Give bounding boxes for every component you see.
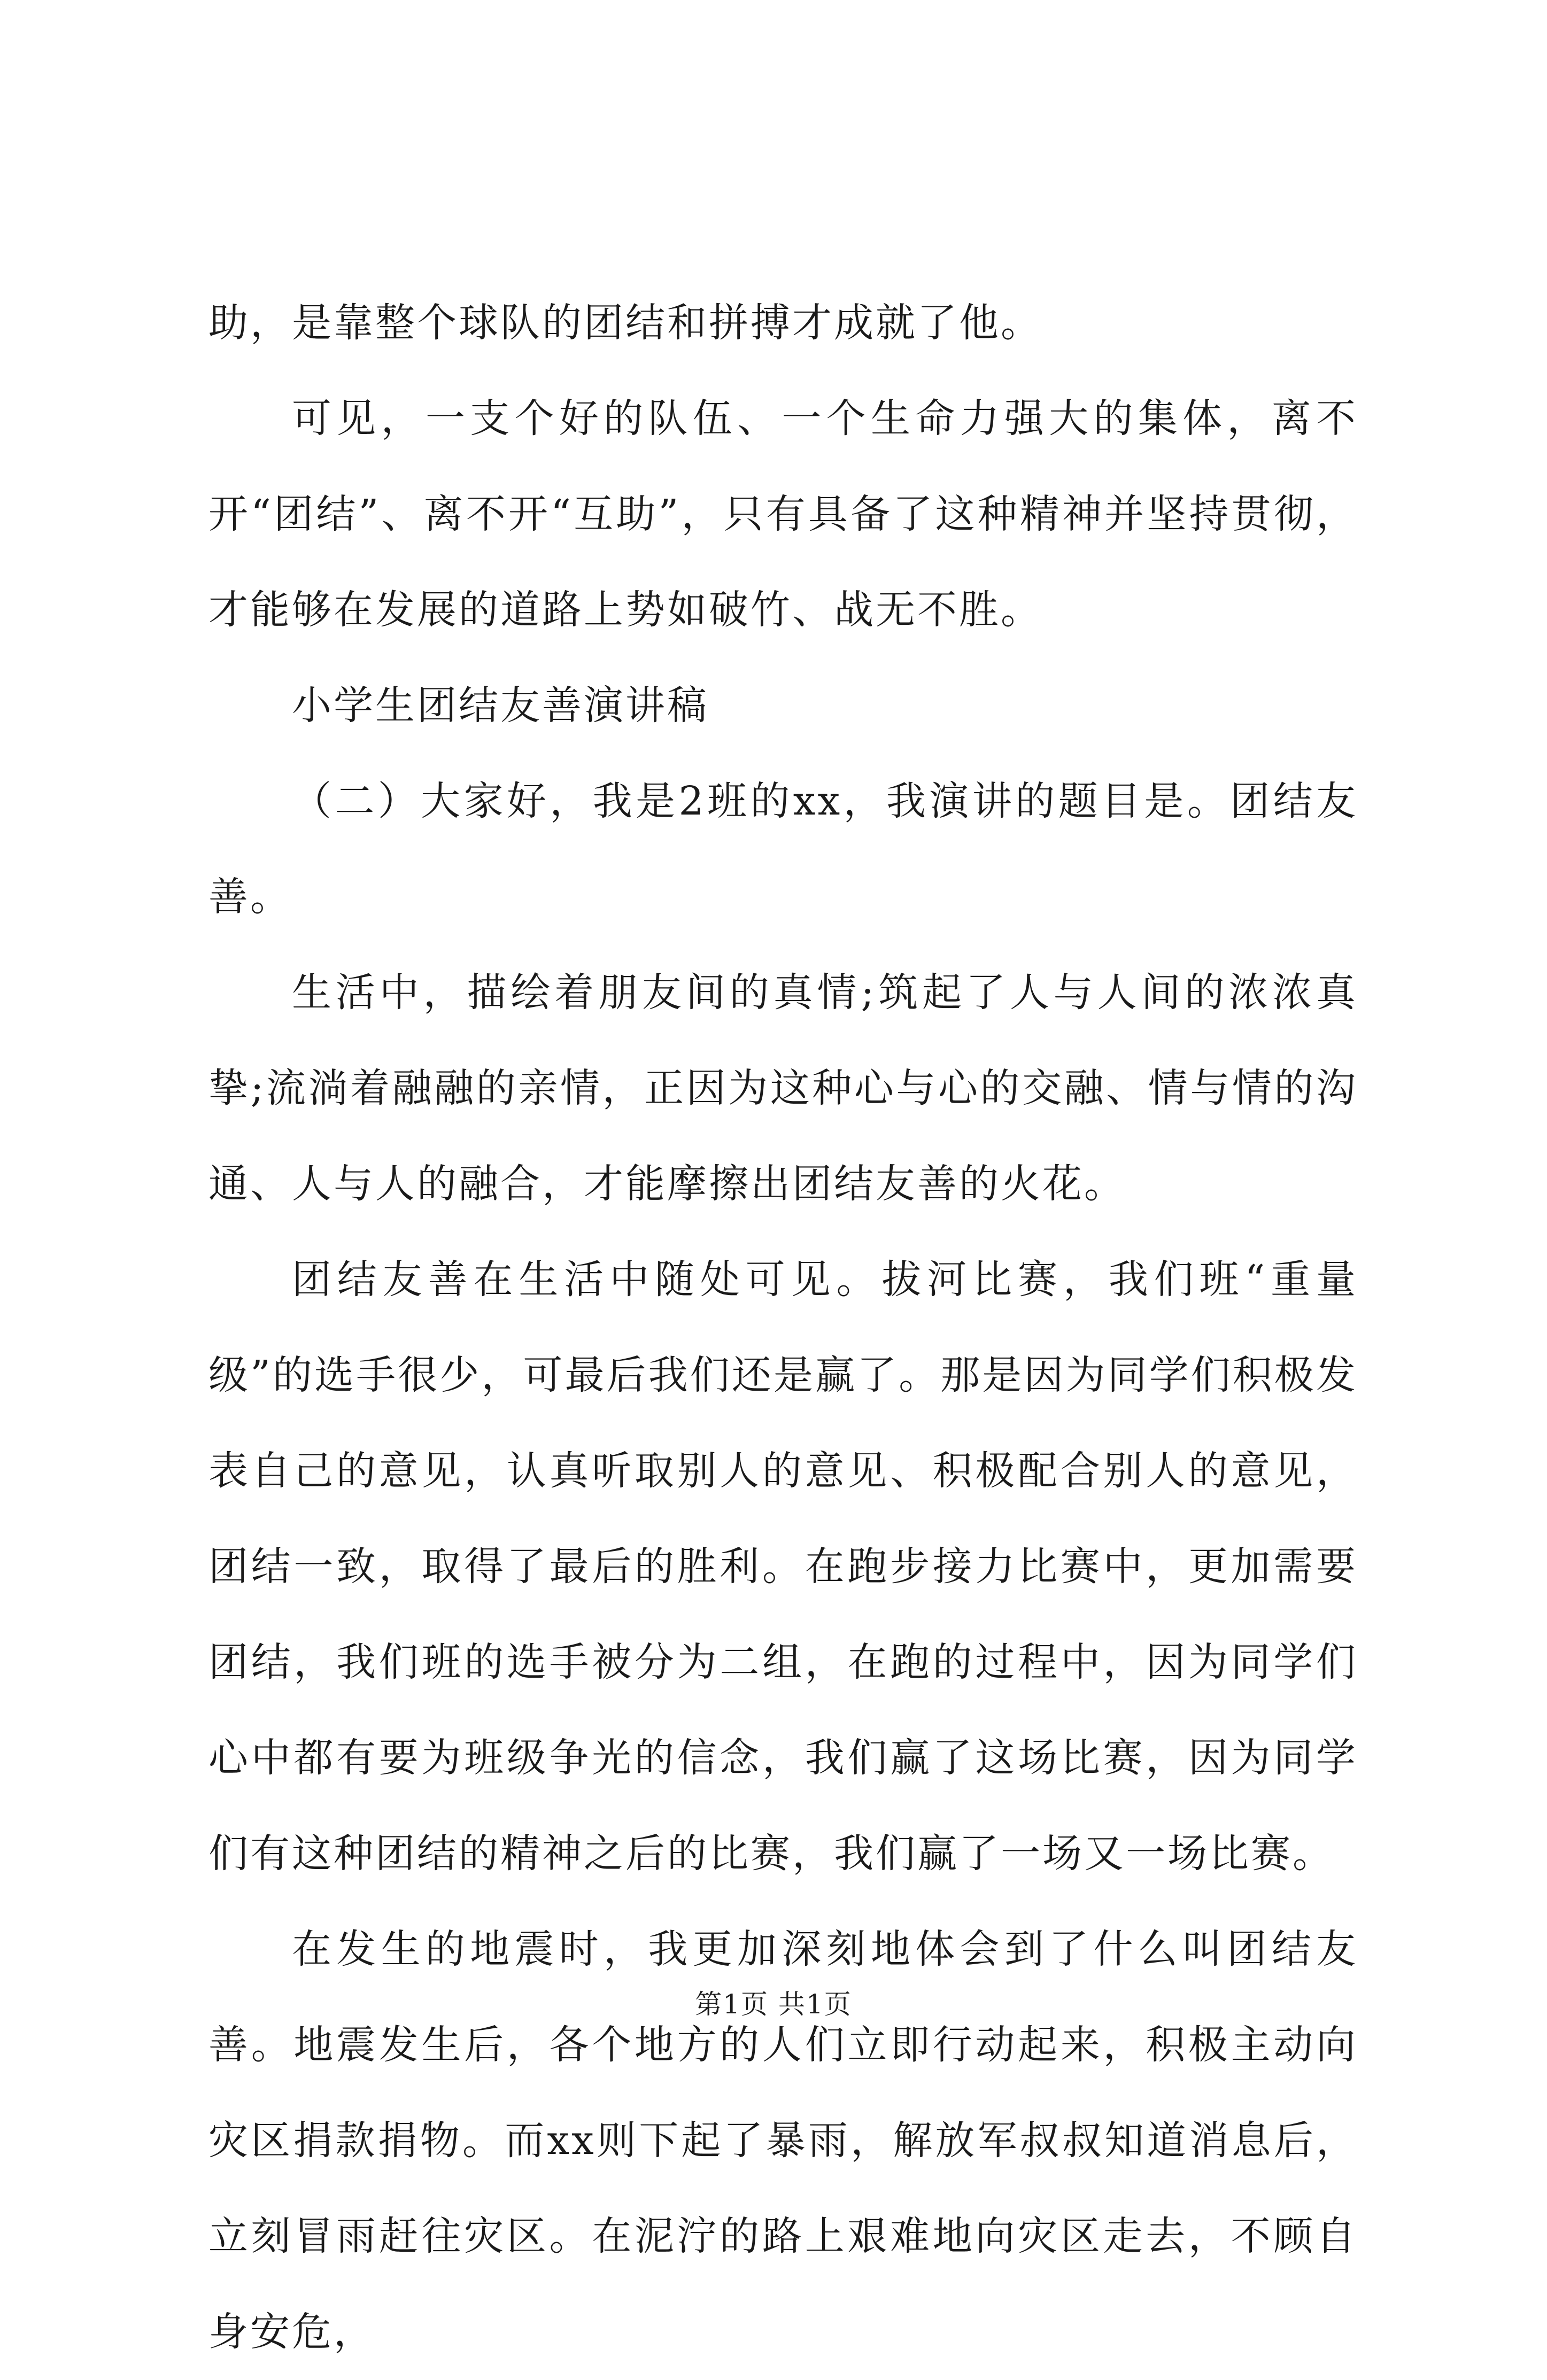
section-heading: 小学生团结友善演讲稿 (292, 683, 709, 728)
document-body (208, 275, 1358, 2380)
paragraph-2: 可见，一支个好的队伍、一个生命力强大的集体，离不开“团结”、离不开“互助”，只有具备了这种精神并坚持贯彻，才能够在发展的道路上势如破竹、战无不胜。 (208, 396, 1358, 633)
paragraph-4: （二）大家好，我是2班的xx，我演讲的题目是。团结友善。 (208, 778, 1358, 920)
paragraph-6: 团结友善在生活中随处可见。拔河比赛，我们班“重量级”的选手很少，可最后我们还是赢了。那是因为同学们积极发表自己的意见，认真听取别人的意见、积极配合别人的意见，团结一致，取得了最后的胜利。在跑步接力比赛中，更加需要团结，我们班的选手被分为二组，在跑的过程中，因为同学们心中都有要为班级争光的信念，我们赢了这场比赛，因为同学们有这种团结的精神之后的比赛，我们赢了一场又一场比赛。 (208, 1257, 1358, 1877)
paragraph-7: 在发生的地震时，我更加深刻地体会到了什么叫团结友善。地震发生后，各个地方的人们立即行动起来，积极主动向灾区捐款捐物。而xx则下起了暴雨，解放军叔叔知道消息后，立刻冒雨赶往灾区。在泥泞的路上艰难地向灾区走去，不顾自身安危， (208, 1926, 1358, 2355)
page-footer: 第1页 共1页 (695, 1989, 852, 2020)
paragraph-1: 助，是靠整个球队的团结和拼搏才成就了他。 (208, 300, 1042, 346)
paragraph-5: 生活中，描绘着朋友间的真情;筑起了人与人间的浓浓真挚;流淌着融融的亲情，正因为这种心与心的交融、情与情的沟通、人与人的融合，才能摩擦出团结友善的火花。 (208, 970, 1358, 1207)
